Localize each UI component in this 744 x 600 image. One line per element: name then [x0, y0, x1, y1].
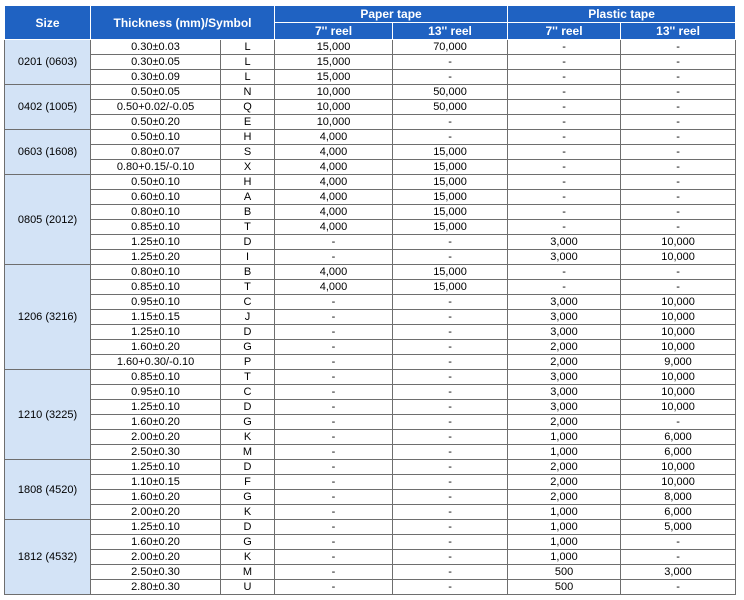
plastic-7-reel-cell: -	[508, 40, 621, 55]
plastic-13-reel-cell: 10,000	[621, 370, 736, 385]
plastic-7-reel-cell: -	[508, 175, 621, 190]
plastic-7-reel-cell: 3,000	[508, 370, 621, 385]
plastic-13-reel-cell: -	[621, 145, 736, 160]
table-row	[5, 70, 736, 85]
table-row	[5, 295, 736, 310]
plastic-7-reel-cell: 1,000	[508, 505, 621, 520]
paper-13-reel-cell: -	[393, 580, 508, 595]
symbol-cell: D	[221, 460, 275, 475]
paper-7-reel-cell: -	[275, 310, 393, 325]
symbol-cell: S	[221, 145, 275, 160]
plastic-7-reel-cell: -	[508, 160, 621, 175]
symbol-cell: N	[221, 85, 275, 100]
thickness-cell: 0.30±0.09	[91, 70, 221, 85]
plastic-7-reel-cell: 1,000	[508, 430, 621, 445]
size-cell: 0603 (1608)	[5, 130, 91, 175]
table-row	[5, 490, 736, 505]
paper-13-reel-cell: -	[393, 340, 508, 355]
paper-7-reel-cell: -	[275, 325, 393, 340]
plastic-7-reel-cell: 3,000	[508, 400, 621, 415]
symbol-cell: L	[221, 70, 275, 85]
table-row	[5, 145, 736, 160]
symbol-cell: D	[221, 400, 275, 415]
paper-7-reel-cell: -	[275, 355, 393, 370]
thickness-cell: 0.80±0.10	[91, 205, 221, 220]
plastic-7-reel-cell: 2,000	[508, 490, 621, 505]
paper-13-reel-cell: -	[393, 310, 508, 325]
paper-7-reel-cell: 4,000	[275, 190, 393, 205]
paper-13-reel-cell: 15,000	[393, 145, 508, 160]
thickness-cell: 1.25±0.10	[91, 460, 221, 475]
thickness-cell: 0.50±0.20	[91, 115, 221, 130]
symbol-cell: X	[221, 160, 275, 175]
plastic-7-reel-cell: -	[508, 100, 621, 115]
table-row	[5, 505, 736, 520]
plastic-13-reel-cell: -	[621, 175, 736, 190]
table-row	[5, 310, 736, 325]
table-row	[5, 280, 736, 295]
table-row	[5, 190, 736, 205]
table-body	[5, 40, 736, 595]
paper-13-reel-cell: -	[393, 490, 508, 505]
plastic-7-reel-cell: 500	[508, 580, 621, 595]
plastic-13-reel-cell: 6,000	[621, 430, 736, 445]
plastic-13-reel-cell: 10,000	[621, 325, 736, 340]
plastic-13-reel-cell: -	[621, 130, 736, 145]
thickness-cell: 2.80±0.30	[91, 580, 221, 595]
paper-13-reel-cell: -	[393, 295, 508, 310]
thickness-cell: 1.60±0.20	[91, 415, 221, 430]
paper-7-reel-cell: 4,000	[275, 175, 393, 190]
thickness-cell: 2.00±0.20	[91, 430, 221, 445]
header-paper-13-reel: 13'' reel	[393, 23, 508, 40]
thickness-cell: 0.95±0.10	[91, 295, 221, 310]
paper-13-reel-cell: -	[393, 535, 508, 550]
symbol-cell: A	[221, 190, 275, 205]
thickness-cell: 1.10±0.15	[91, 475, 221, 490]
symbol-cell: U	[221, 580, 275, 595]
paper-7-reel-cell: -	[275, 250, 393, 265]
symbol-cell: F	[221, 475, 275, 490]
symbol-cell: E	[221, 115, 275, 130]
paper-7-reel-cell: -	[275, 340, 393, 355]
paper-13-reel-cell: -	[393, 250, 508, 265]
plastic-13-reel-cell: -	[621, 220, 736, 235]
table-row	[5, 340, 736, 355]
plastic-13-reel-cell: 10,000	[621, 310, 736, 325]
plastic-13-reel-cell: -	[621, 190, 736, 205]
plastic-13-reel-cell: 6,000	[621, 505, 736, 520]
table-row	[5, 235, 736, 250]
plastic-13-reel-cell: -	[621, 550, 736, 565]
paper-7-reel-cell: 15,000	[275, 40, 393, 55]
paper-7-reel-cell: 4,000	[275, 220, 393, 235]
thickness-cell: 1.25±0.20	[91, 250, 221, 265]
paper-7-reel-cell: 15,000	[275, 55, 393, 70]
table-row	[5, 580, 736, 595]
symbol-cell: I	[221, 250, 275, 265]
symbol-cell: C	[221, 385, 275, 400]
paper-7-reel-cell: -	[275, 580, 393, 595]
plastic-7-reel-cell: 2,000	[508, 355, 621, 370]
plastic-13-reel-cell: -	[621, 70, 736, 85]
table-row	[5, 535, 736, 550]
plastic-13-reel-cell: -	[621, 55, 736, 70]
paper-7-reel-cell: -	[275, 400, 393, 415]
plastic-13-reel-cell: 10,000	[621, 295, 736, 310]
paper-7-reel-cell: 10,000	[275, 85, 393, 100]
paper-7-reel-cell: -	[275, 520, 393, 535]
plastic-7-reel-cell: -	[508, 130, 621, 145]
paper-13-reel-cell: -	[393, 355, 508, 370]
table-row	[5, 385, 736, 400]
paper-13-reel-cell: -	[393, 460, 508, 475]
table-row	[5, 565, 736, 580]
paper-13-reel-cell: 50,000	[393, 85, 508, 100]
paper-7-reel-cell: 10,000	[275, 100, 393, 115]
paper-13-reel-cell: -	[393, 370, 508, 385]
table-row	[5, 550, 736, 565]
table-row	[5, 160, 736, 175]
paper-13-reel-cell: -	[393, 550, 508, 565]
thickness-cell: 1.15±0.15	[91, 310, 221, 325]
paper-7-reel-cell: 4,000	[275, 265, 393, 280]
paper-13-reel-cell: 15,000	[393, 220, 508, 235]
size-cell: 1206 (3216)	[5, 265, 91, 370]
thickness-cell: 0.50±0.05	[91, 85, 221, 100]
plastic-13-reel-cell: 5,000	[621, 520, 736, 535]
paper-7-reel-cell: -	[275, 475, 393, 490]
header-size: Size	[5, 6, 91, 40]
symbol-cell: T	[221, 280, 275, 295]
table-row	[5, 250, 736, 265]
plastic-13-reel-cell: 10,000	[621, 475, 736, 490]
paper-7-reel-cell: -	[275, 505, 393, 520]
thickness-cell: 2.00±0.20	[91, 505, 221, 520]
symbol-cell: D	[221, 235, 275, 250]
plastic-13-reel-cell: -	[621, 115, 736, 130]
paper-7-reel-cell: -	[275, 565, 393, 580]
plastic-7-reel-cell: 3,000	[508, 295, 621, 310]
thickness-cell: 2.50±0.30	[91, 445, 221, 460]
thickness-cell: 2.50±0.30	[91, 565, 221, 580]
plastic-7-reel-cell: -	[508, 280, 621, 295]
size-cell: 0805 (2012)	[5, 175, 91, 265]
table-row	[5, 55, 736, 70]
paper-13-reel-cell: -	[393, 520, 508, 535]
plastic-13-reel-cell: -	[621, 100, 736, 115]
thickness-cell: 1.25±0.10	[91, 400, 221, 415]
paper-13-reel-cell: -	[393, 430, 508, 445]
thickness-cell: 0.80±0.10	[91, 265, 221, 280]
table-row	[5, 475, 736, 490]
plastic-7-reel-cell: -	[508, 145, 621, 160]
symbol-cell: K	[221, 505, 275, 520]
thickness-cell: 0.85±0.10	[91, 220, 221, 235]
paper-13-reel-cell: -	[393, 115, 508, 130]
symbol-cell: H	[221, 175, 275, 190]
paper-13-reel-cell: -	[393, 55, 508, 70]
thickness-cell: 2.00±0.20	[91, 550, 221, 565]
paper-13-reel-cell: 15,000	[393, 190, 508, 205]
plastic-7-reel-cell: 2,000	[508, 475, 621, 490]
plastic-7-reel-cell: 2,000	[508, 340, 621, 355]
plastic-13-reel-cell: 10,000	[621, 235, 736, 250]
paper-7-reel-cell: 4,000	[275, 205, 393, 220]
symbol-cell: L	[221, 40, 275, 55]
plastic-13-reel-cell: 8,000	[621, 490, 736, 505]
plastic-13-reel-cell: 6,000	[621, 445, 736, 460]
paper-7-reel-cell: -	[275, 415, 393, 430]
paper-13-reel-cell: 70,000	[393, 40, 508, 55]
thickness-cell: 0.80±0.07	[91, 145, 221, 160]
paper-7-reel-cell: 15,000	[275, 70, 393, 85]
table-row	[5, 400, 736, 415]
table-row	[5, 355, 736, 370]
table-row	[5, 115, 736, 130]
plastic-13-reel-cell: 9,000	[621, 355, 736, 370]
size-cell: 0402 (1005)	[5, 85, 91, 130]
symbol-cell: D	[221, 325, 275, 340]
symbol-cell: P	[221, 355, 275, 370]
plastic-13-reel-cell: 10,000	[621, 460, 736, 475]
table-row	[5, 370, 736, 385]
plastic-13-reel-cell: 10,000	[621, 340, 736, 355]
plastic-7-reel-cell: 3,000	[508, 250, 621, 265]
plastic-7-reel-cell: 1,000	[508, 445, 621, 460]
table-row	[5, 520, 736, 535]
plastic-13-reel-cell: -	[621, 535, 736, 550]
symbol-cell: L	[221, 55, 275, 70]
paper-13-reel-cell: -	[393, 385, 508, 400]
thickness-cell: 1.60±0.20	[91, 490, 221, 505]
thickness-cell: 1.25±0.10	[91, 520, 221, 535]
plastic-13-reel-cell: -	[621, 85, 736, 100]
paper-7-reel-cell: 4,000	[275, 160, 393, 175]
table-row	[5, 220, 736, 235]
plastic-13-reel-cell: -	[621, 40, 736, 55]
paper-13-reel-cell: 15,000	[393, 160, 508, 175]
paper-7-reel-cell: 4,000	[275, 280, 393, 295]
paper-13-reel-cell: 15,000	[393, 205, 508, 220]
thickness-cell: 0.50±0.10	[91, 175, 221, 190]
header-plastic-13-reel: 13'' reel	[621, 23, 736, 40]
thickness-cell: 0.85±0.10	[91, 280, 221, 295]
plastic-7-reel-cell: -	[508, 70, 621, 85]
table-row	[5, 460, 736, 475]
thickness-cell: 0.85±0.10	[91, 370, 221, 385]
table-row	[5, 445, 736, 460]
thickness-cell: 0.50±0.10	[91, 130, 221, 145]
paper-13-reel-cell: 15,000	[393, 265, 508, 280]
table-row	[5, 415, 736, 430]
plastic-7-reel-cell: 3,000	[508, 325, 621, 340]
table-row	[5, 85, 736, 100]
plastic-7-reel-cell: 3,000	[508, 310, 621, 325]
plastic-7-reel-cell: -	[508, 205, 621, 220]
plastic-7-reel-cell: -	[508, 220, 621, 235]
plastic-13-reel-cell: 3,000	[621, 565, 736, 580]
symbol-cell: K	[221, 430, 275, 445]
plastic-7-reel-cell: -	[508, 115, 621, 130]
paper-7-reel-cell: 10,000	[275, 115, 393, 130]
paper-13-reel-cell: -	[393, 415, 508, 430]
plastic-7-reel-cell: -	[508, 55, 621, 70]
plastic-13-reel-cell: -	[621, 265, 736, 280]
table-row	[5, 205, 736, 220]
paper-7-reel-cell: -	[275, 295, 393, 310]
symbol-cell: T	[221, 220, 275, 235]
plastic-7-reel-cell: 1,000	[508, 550, 621, 565]
paper-7-reel-cell: -	[275, 235, 393, 250]
paper-7-reel-cell: 4,000	[275, 130, 393, 145]
symbol-cell: M	[221, 445, 275, 460]
header-paper-7-reel: 7'' reel	[275, 23, 393, 40]
plastic-13-reel-cell: -	[621, 580, 736, 595]
symbol-cell: K	[221, 550, 275, 565]
thickness-cell: 0.50+0.02/-0.05	[91, 100, 221, 115]
symbol-cell: M	[221, 565, 275, 580]
thickness-cell: 1.25±0.10	[91, 235, 221, 250]
header-thickness-symbol: Thickness (mm)/Symbol	[91, 6, 275, 40]
thickness-cell: 1.60±0.20	[91, 340, 221, 355]
packaging-quantity-table	[4, 5, 736, 595]
plastic-13-reel-cell: 10,000	[621, 250, 736, 265]
header-plastic-tape: Plastic tape	[508, 6, 736, 23]
symbol-cell: Q	[221, 100, 275, 115]
paper-13-reel-cell: -	[393, 235, 508, 250]
plastic-7-reel-cell: 1,000	[508, 535, 621, 550]
table-row	[5, 40, 736, 55]
plastic-13-reel-cell: 10,000	[621, 400, 736, 415]
paper-7-reel-cell: 4,000	[275, 145, 393, 160]
plastic-7-reel-cell: 2,000	[508, 415, 621, 430]
table-row	[5, 265, 736, 280]
symbol-cell: B	[221, 265, 275, 280]
paper-7-reel-cell: -	[275, 370, 393, 385]
symbol-cell: G	[221, 415, 275, 430]
plastic-7-reel-cell: -	[508, 85, 621, 100]
symbol-cell: G	[221, 535, 275, 550]
plastic-13-reel-cell: -	[621, 415, 736, 430]
paper-13-reel-cell: 15,000	[393, 175, 508, 190]
size-cell: 1812 (4532)	[5, 520, 91, 595]
thickness-cell: 1.60±0.20	[91, 535, 221, 550]
header-paper-tape: Paper tape	[275, 6, 508, 23]
plastic-13-reel-cell: -	[621, 280, 736, 295]
paper-13-reel-cell: -	[393, 325, 508, 340]
symbol-cell: D	[221, 520, 275, 535]
thickness-cell: 0.60±0.10	[91, 190, 221, 205]
symbol-cell: G	[221, 490, 275, 505]
thickness-cell: 0.95±0.10	[91, 385, 221, 400]
paper-7-reel-cell: -	[275, 490, 393, 505]
table-header	[5, 6, 736, 40]
thickness-cell: 1.60+0.30/-0.10	[91, 355, 221, 370]
paper-13-reel-cell: -	[393, 400, 508, 415]
size-cell: 1210 (3225)	[5, 370, 91, 460]
paper-7-reel-cell: -	[275, 535, 393, 550]
paper-7-reel-cell: -	[275, 460, 393, 475]
paper-13-reel-cell: -	[393, 70, 508, 85]
paper-7-reel-cell: -	[275, 430, 393, 445]
table-row	[5, 325, 736, 340]
plastic-13-reel-cell: -	[621, 205, 736, 220]
symbol-cell: G	[221, 340, 275, 355]
symbol-cell: J	[221, 310, 275, 325]
symbol-cell: H	[221, 130, 275, 145]
symbol-cell: T	[221, 370, 275, 385]
table-row	[5, 430, 736, 445]
thickness-cell: 1.25±0.10	[91, 325, 221, 340]
paper-13-reel-cell: -	[393, 505, 508, 520]
symbol-cell: B	[221, 205, 275, 220]
plastic-7-reel-cell: -	[508, 190, 621, 205]
paper-13-reel-cell: -	[393, 565, 508, 580]
plastic-7-reel-cell: 1,000	[508, 520, 621, 535]
table-row	[5, 100, 736, 115]
plastic-13-reel-cell: -	[621, 160, 736, 175]
plastic-13-reel-cell: 10,000	[621, 385, 736, 400]
table-row	[5, 175, 736, 190]
size-cell: 1808 (4520)	[5, 460, 91, 520]
paper-13-reel-cell: -	[393, 445, 508, 460]
table-row	[5, 130, 736, 145]
thickness-cell: 0.80+0.15/-0.10	[91, 160, 221, 175]
thickness-cell: 0.30±0.05	[91, 55, 221, 70]
plastic-7-reel-cell: 500	[508, 565, 621, 580]
symbol-cell: C	[221, 295, 275, 310]
plastic-7-reel-cell: -	[508, 265, 621, 280]
paper-7-reel-cell: -	[275, 445, 393, 460]
header-plastic-7-reel: 7'' reel	[508, 23, 621, 40]
paper-13-reel-cell: -	[393, 130, 508, 145]
thickness-cell: 0.30±0.03	[91, 40, 221, 55]
paper-13-reel-cell: 15,000	[393, 280, 508, 295]
plastic-7-reel-cell: 3,000	[508, 385, 621, 400]
paper-13-reel-cell: -	[393, 475, 508, 490]
paper-13-reel-cell: 50,000	[393, 100, 508, 115]
plastic-7-reel-cell: 3,000	[508, 235, 621, 250]
size-cell: 0201 (0603)	[5, 40, 91, 85]
paper-7-reel-cell: -	[275, 385, 393, 400]
plastic-7-reel-cell: 2,000	[508, 460, 621, 475]
paper-7-reel-cell: -	[275, 550, 393, 565]
